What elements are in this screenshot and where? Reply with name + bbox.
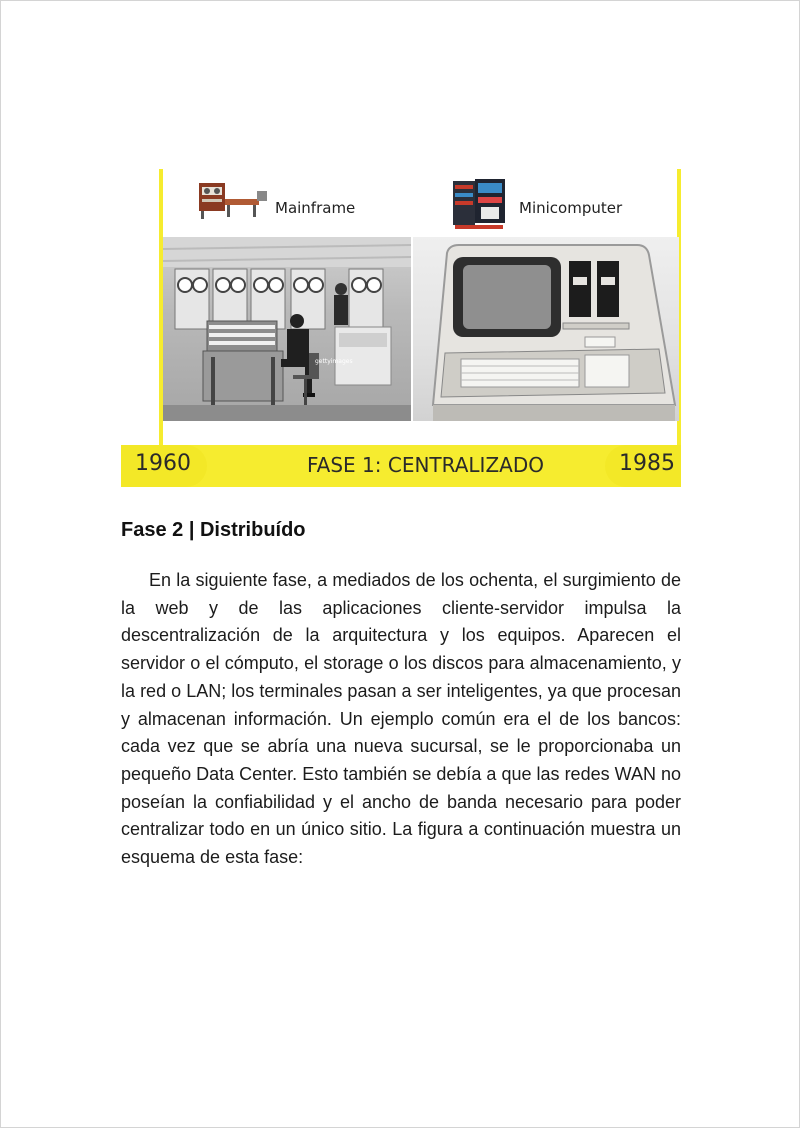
mainframe-label: Mainframe (275, 199, 356, 217)
section-heading: Fase 2 | Distribuído (121, 519, 306, 541)
year-start: 1960 (135, 451, 191, 476)
figure-header (163, 169, 677, 235)
getty-watermark: gettyimages (315, 358, 353, 365)
mainframe-room-illustration (163, 237, 411, 421)
phase-1-figure (121, 169, 681, 487)
mainframe-photo (163, 237, 411, 421)
minicomputer-label: Minicomputer (519, 199, 623, 217)
minicomputer-terminal-illustration (413, 237, 679, 421)
minicomputer-photo (413, 237, 679, 421)
phase-title: FASE 1: CENTRALIZADO (307, 453, 544, 477)
year-end: 1985 (619, 451, 675, 476)
minicomputer-icon (451, 177, 507, 231)
mainframe-icon (197, 181, 269, 221)
section-paragraph: En la siguiente fase, a mediados de los ochenta, el surgimiento de la web y de las aplicaciones cliente-servidor impulsa la descentralización de la arquitectura y los equipos. Aparecen el servidor o el cómputo, el storage o los discos para almacenamiento, y la red o LAN; los terminales pasan a ser inteligentes, ya que procesan y almacenan información. Un ejemplo común era el de los bancos: cada vez que se abría una nueva sucursal, se le proporcionaba un pequeño Data Center. Esto también se debía a que las redes WAN no poseían la confiabilidad y el ancho de banda necesario para poder centralizar todo en un único sitio. La figura a continuación muestra un esquema de esta fase: (121, 570, 681, 868)
